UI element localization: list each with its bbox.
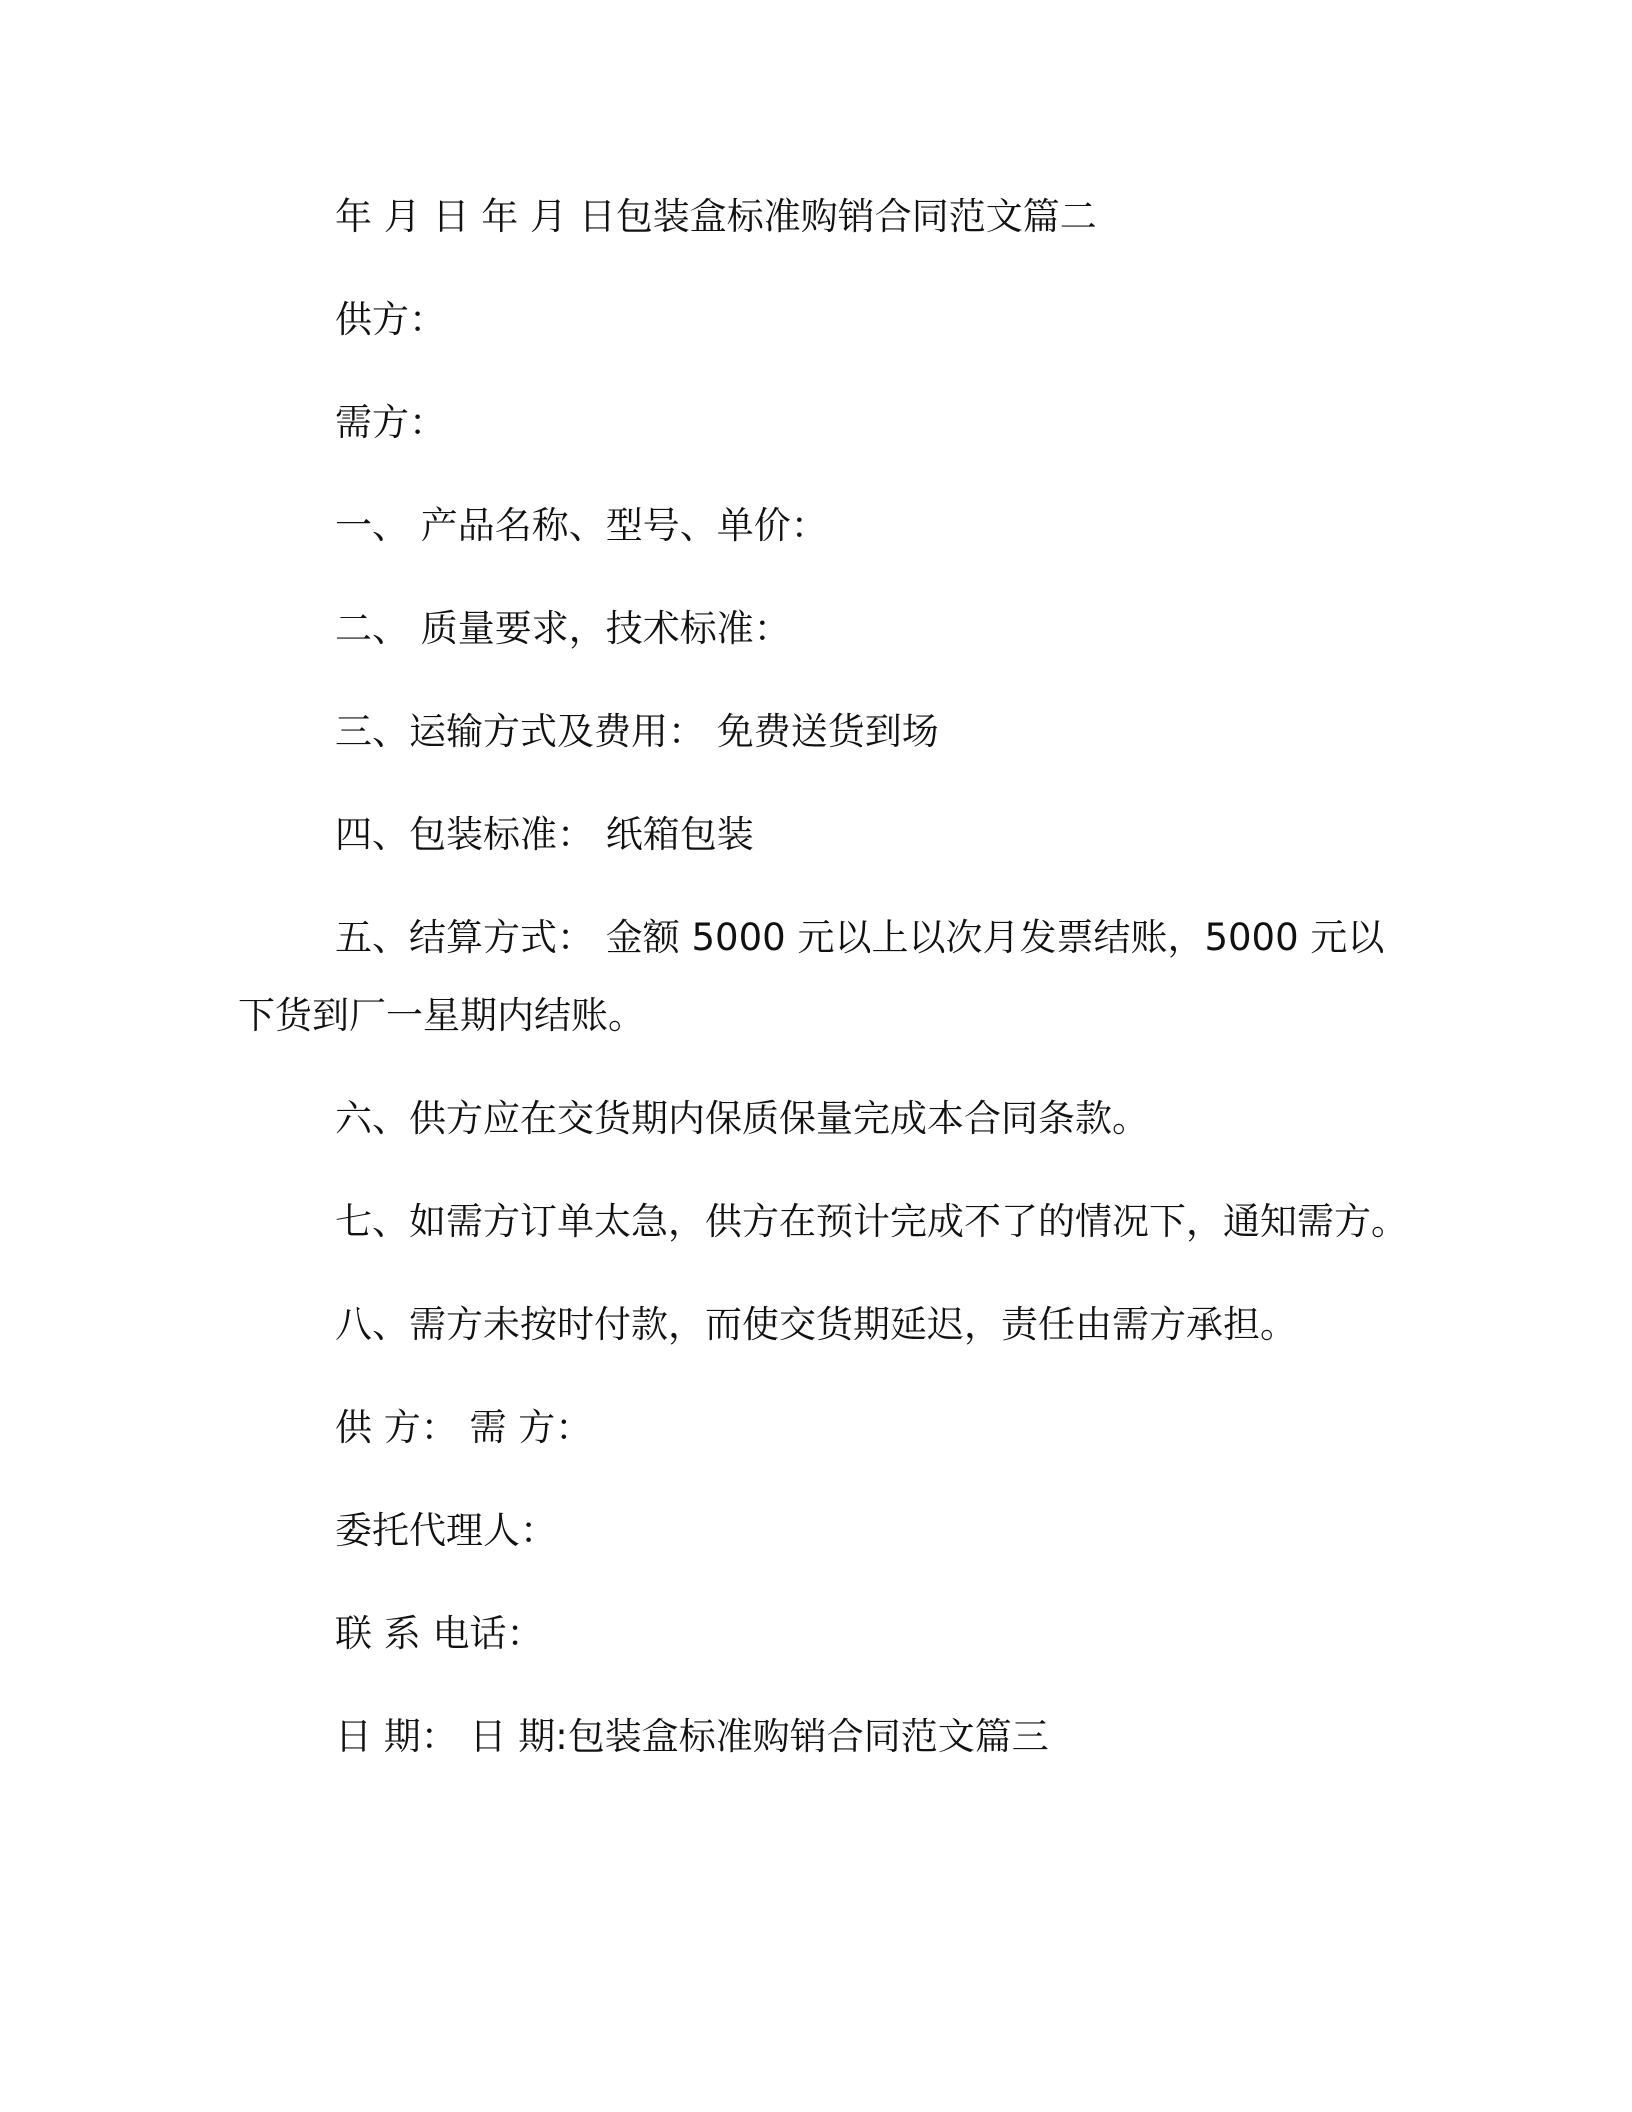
- heading-line: 年 月 日 年 月 日包装盒标准购销合同范文篇二: [335, 195, 1097, 238]
- buyer-line: 需方：: [335, 401, 446, 444]
- clause-7: 七、如需方订单太急，供方在预计完成不了的情况下，通知需方。: [335, 1200, 1408, 1243]
- agent-line: 委托代理人：: [335, 1509, 557, 1552]
- clause-4: 四、包装标准： 纸箱包装: [335, 813, 754, 856]
- clause-3: 三、运输方式及费用： 免费送货到场: [335, 710, 939, 753]
- date-line: 日 期： 日 期:包装盒标准购销合同范文篇三: [335, 1715, 1049, 1758]
- phone-line: 联 系 电话：: [335, 1612, 544, 1655]
- clause-6: 六、供方应在交货期内保质保量完成本合同条款。: [335, 1097, 1149, 1140]
- clause-2: 二、 质量要求，技术标准：: [335, 607, 791, 650]
- supplier-line: 供方：: [335, 298, 446, 341]
- clause-8: 八、需方未按时付款，而使交货期延迟，责任由需方承担。: [335, 1303, 1297, 1346]
- clause-1: 一、 产品名称、型号、单价：: [335, 504, 828, 547]
- clause-5: 五、结算方式： 金额 5000 元以上以次月发票结账，5000 元以下货到厂一星期内结账。: [238, 916, 1385, 1037]
- signature-parties-line: 供 方： 需 方：: [335, 1406, 593, 1449]
